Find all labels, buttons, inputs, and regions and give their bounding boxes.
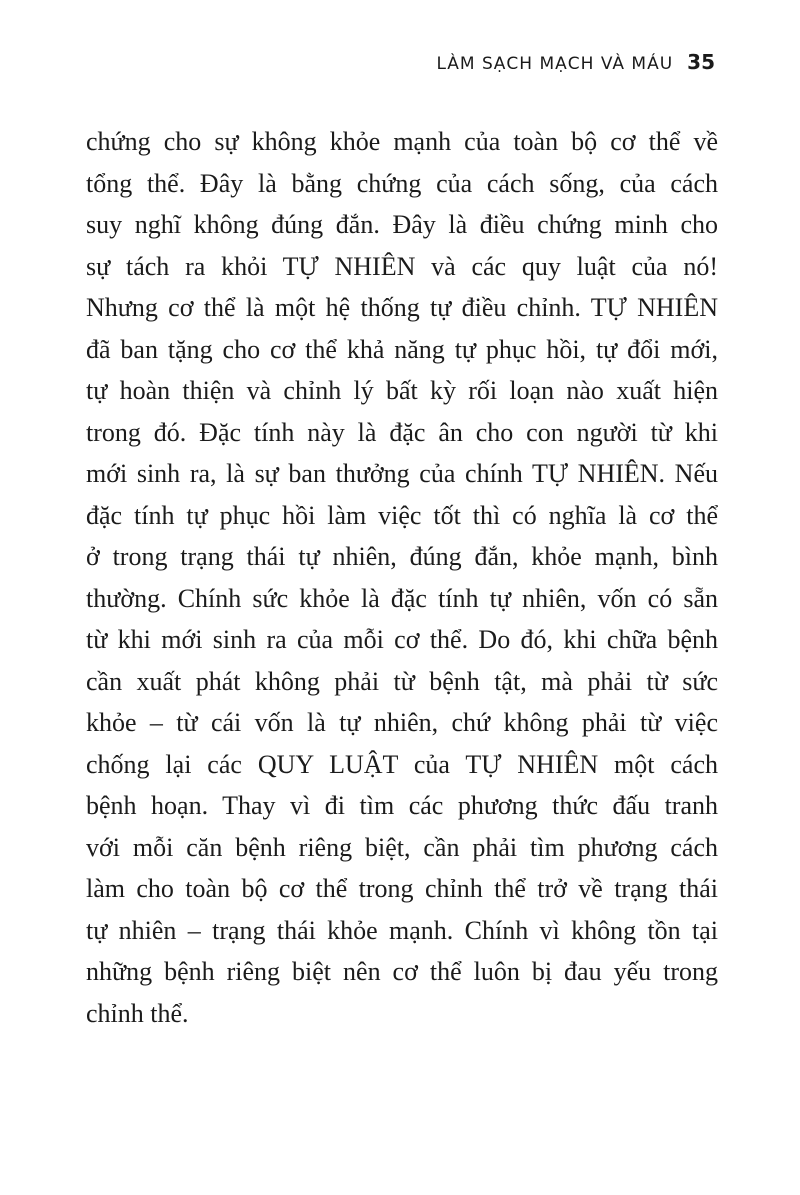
chapter-title: LÀM SẠCH MẠCH VÀ MÁU — [436, 54, 674, 74]
text-line: đã ban tặng cho cơ thể khả năng tự phục hồi, tự đổi mới, — [86, 334, 718, 364]
text-line: tự hoàn thiện và chỉnh lý bất kỳ rối loạn nào xuất hiện — [86, 376, 718, 405]
text-line: sự tách ra khỏi TỰ NHIÊN và các quy luật của nó! — [86, 251, 718, 281]
text-line: từ khi mới sinh ra của mỗi cơ thể. Do đó, khi chữa bệnh — [86, 625, 718, 654]
text-line: chứng cho sự không khỏe mạnh của toàn bộ cơ thể về — [86, 127, 718, 156]
text-line-last: chỉnh thể. — [86, 998, 189, 1028]
text-line: làm cho toàn bộ cơ thể trong chỉnh thể trở về trạng thái — [86, 874, 718, 903]
text-line: tổng thể. Đây là bằng chứng của cách sống, của cách — [86, 168, 718, 198]
text-line: khỏe – từ cái vốn là tự nhiên, chứ không phải từ việc — [86, 708, 718, 737]
text-line: cần xuất phát không phải từ bệnh tật, mà phải từ sức — [86, 666, 718, 696]
text-line: bệnh hoạn. Thay vì đi tìm các phương thức đấu tranh — [86, 791, 718, 820]
page-number: 35 — [687, 50, 715, 74]
text-line: với mỗi căn bệnh riêng biệt, cần phải tìm phương cách — [86, 832, 718, 862]
text-line: đặc tính tự phục hồi làm việc tốt thì có nghĩa là cơ thể — [86, 500, 718, 530]
text-line: thường. Chính sức khỏe là đặc tính tự nhiên, vốn có sẵn — [86, 583, 718, 613]
text-line: những bệnh riêng biệt nên cơ thể luôn bị đau yếu trong — [86, 957, 718, 986]
text-line: ở trong trạng thái tự nhiên, đúng đắn, khỏe mạnh, bình — [86, 542, 718, 571]
running-header — [436, 50, 715, 74]
body-paragraph — [86, 121, 718, 1034]
text-line: Nhưng cơ thể là một hệ thống tự điều chỉnh. TỰ NHIÊN — [86, 293, 718, 322]
text-line: trong đó. Đặc tính này là đặc ân cho con người từ khi — [86, 417, 718, 447]
text-line: suy nghĩ không đúng đắn. Đây là điều chứng minh cho — [86, 210, 718, 239]
text-line: tự nhiên – trạng thái khỏe mạnh. Chính vì không tồn tại — [86, 915, 718, 945]
text-line: chống lại các QUY LUẬT của TỰ NHIÊN một cách — [86, 749, 718, 779]
text-line: mới sinh ra, là sự ban thưởng của chính TỰ NHIÊN. Nếu — [86, 459, 718, 488]
